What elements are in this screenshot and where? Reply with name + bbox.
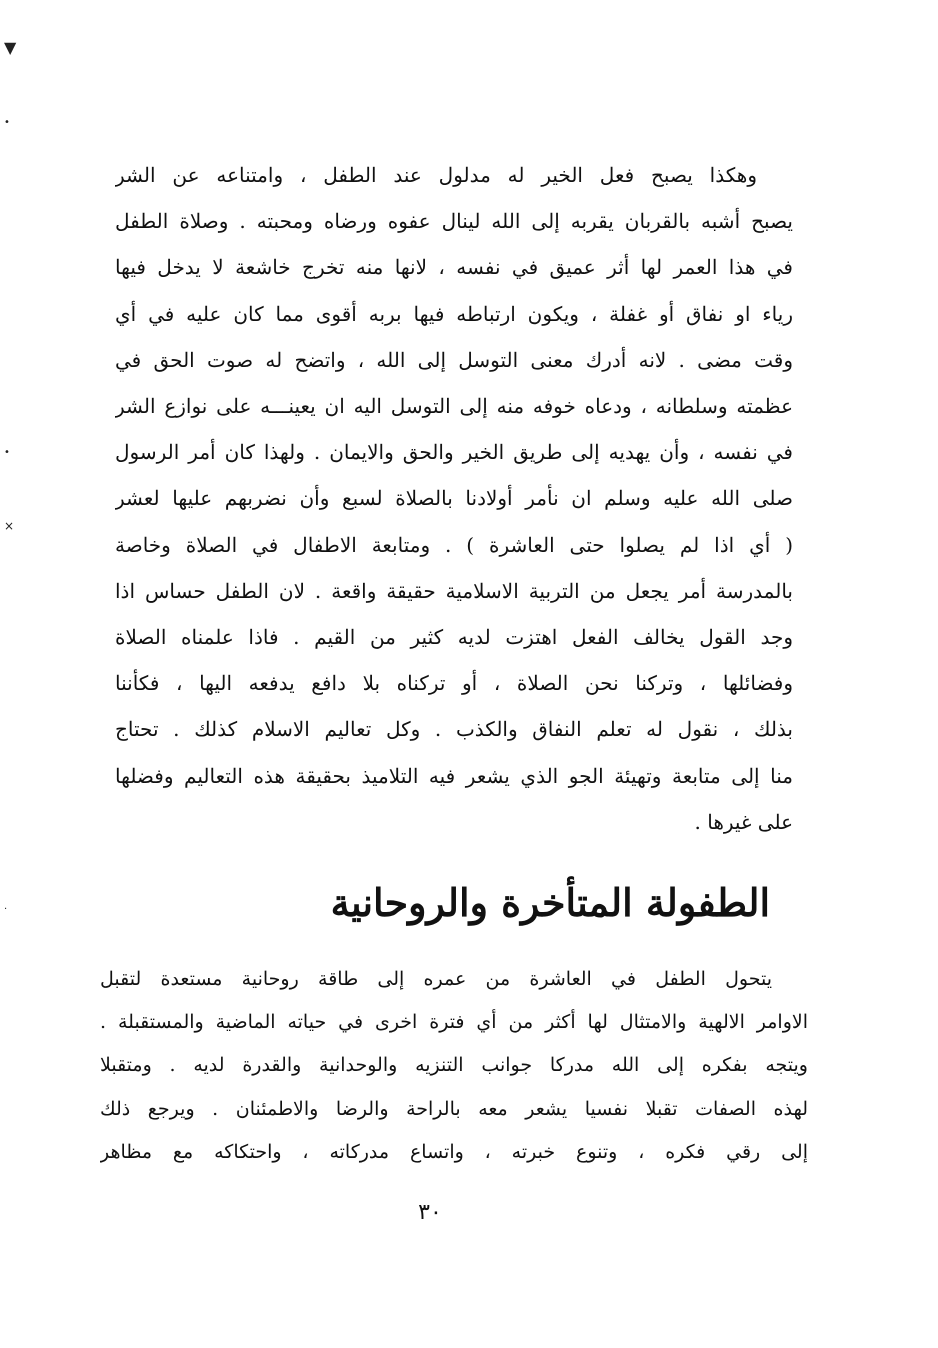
scan-margin-mark: ▼ [4, 38, 17, 57]
text-line: صلى الله عليه وسلم ان نأمر أولادنا بالصلاة لسبع وأن نضربهم عليها لعشر [115, 486, 793, 511]
scan-margin-mark: × [4, 519, 15, 533]
text-line: منا إلى متابعة وتهيئة الجو الذي يشعر فيه التلاميذ بحقيقة هذه التعاليم وفضلها [115, 763, 793, 788]
text-line: يصبح أشبه بالقربان يقربه إلى الله لينال عفوه ورضاه ومحبته . وصلاة الطفل [115, 209, 793, 234]
text-line: وجد القول يخالف الفعل اهتزت لديه كثير من القيم . فاذا علمناه الصلاة [115, 625, 793, 650]
body-paragraph-one [115, 152, 793, 845]
text-line: يتحول الطفل في العاشرة من عمره إلى طاقة روحانية مستعدة لتقبل [100, 968, 772, 990]
text-line: على غيرها . [694, 809, 793, 834]
text-line: عظمته وسلطانه ، ودعاه خوفه منه إلى التوسل اليه ان يعينـــه على نوازع الشر [115, 394, 793, 419]
text-line: ويتجه بفكره إلى الله مدركا جوانب التنزيه والوحدانية والقدرة لديه . ومتقبلا [100, 1054, 808, 1077]
text-line: رياء او نفاق أو غفلة ، ويكون ارتباطه فيها بربه أقوى مما كان عليه في أي [115, 301, 793, 326]
text-line: في هذا العمر لها أثر عميق في نفسه ، لانها منه تخرج خاشعة لا يدخل فيها [115, 255, 793, 280]
text-line: الاوامر الالهية والامتثال لها أكثر من أي فترة اخرى في حياته الماضية والمستقبلة . [100, 1011, 808, 1034]
body-paragraph-two [100, 958, 808, 1174]
scan-margin-mark: • [4, 447, 10, 458]
text-line: بذلك ، نقول له تعلم النفاق والكذب . وكل تعاليم الاسلام كذلك . تحتاج [115, 717, 793, 742]
scan-margin-mark: • [4, 117, 10, 128]
text-line: ( أي اذا لم يصلوا حتى العاشرة ) . ومتابعة الاطفال في الصلاة وخاصة [115, 532, 793, 557]
section-heading: الطفولة المتأخرة والروحانية [330, 880, 770, 925]
text-line: لهذه الصفات تقبلا نفسيا يشعر معه بالراحة والرضا والاطمئنان . ويرجع ذلك [100, 1097, 808, 1120]
text-line: وهكذا يصبح فعل الخير له مدلول عند الطفل ، وامتناعه عن الشر [115, 163, 757, 187]
scan-margin-mark: · [4, 904, 8, 915]
page-number: ٣٠ [418, 1200, 442, 1225]
text-line: بالمدرسة أمر يجعل من التربية الاسلامية حقيقة واقعة . لان الطفل حساس اذا [115, 578, 793, 603]
text-line: في نفسه ، وأن يهديه إلى طريق الخير والحق والايمان . ولهذا كان أمر الرسول [115, 440, 793, 465]
text-line: وفضائلها ، وتركنا نحن الصلاة ، أو تركناه بلا دافع يدفعه اليها ، فكأننا [115, 671, 793, 696]
text-line: وقت مضى . لانه أدرك معنى التوسل إلى الله ، واتضح له صوت الحق في [115, 347, 793, 372]
text-line: إلى رقي فكره ، وتنوع خبرته ، واتساع مدركاته ، واحتكاكه مع مظاهر [100, 1140, 808, 1163]
